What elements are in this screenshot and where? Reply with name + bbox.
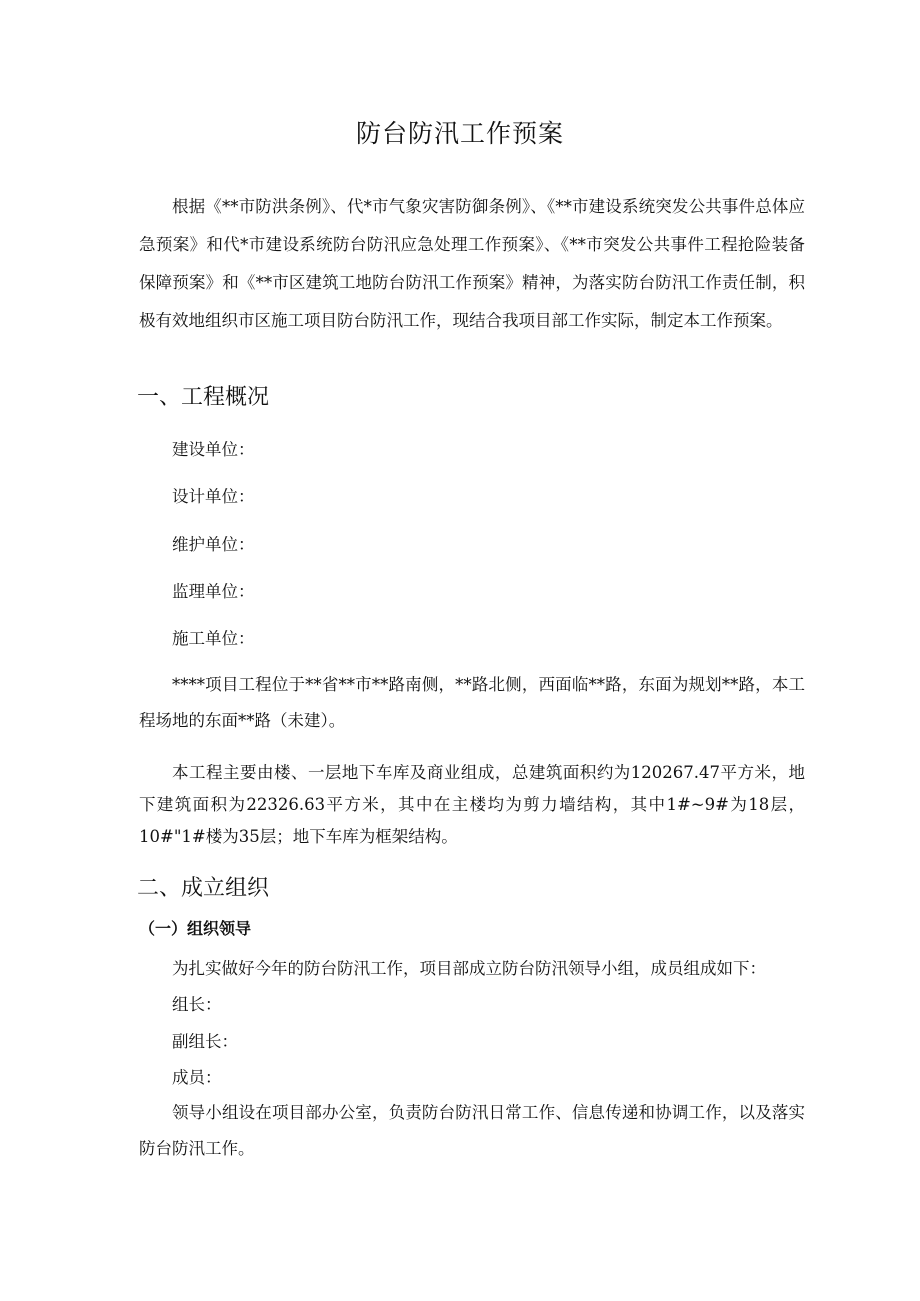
leadership-intro-line: 为扎实做好今年的防台防汛工作，项目部成立防台防汛领导小组，成员组成如下：	[172, 959, 766, 978]
section-1-heading: 一、工程概况	[137, 385, 270, 410]
intro-paragraph: 根据《**市防洪条例》、代*市气象灾害防御条例》、《**市建设系统突发公共事件总体应急预案》和代*市建设系统防台防汛应急处理工作预案》、《**市突发公共事件工程抢险装备保障预案》和《**市区建筑工地防台防汛工作预案》精神，为落实防台防汛工作责任制，积极有效地组织市区施工项目防台防汛工作，现结合我项目部工作实际，制定本工作预案。	[139, 197, 805, 330]
role-leader-label: 组长：	[172, 995, 222, 1014]
contractor-unit-label: 施工单位：	[172, 629, 255, 648]
section-2-heading: 二、成立组织	[137, 876, 270, 901]
maintenance-unit-label: 维护单位：	[172, 535, 255, 554]
design-unit-label: 设计单位：	[172, 487, 255, 506]
leadership-duty-paragraph: 领导小组设在项目部办公室，负责防台防汛日常工作、信息传递和协调工作，以及落实防台防汛工作。	[139, 1103, 805, 1158]
supervision-unit-label: 监理单位：	[172, 582, 255, 601]
role-deputy-leader-label: 副组长：	[172, 1032, 238, 1051]
role-members-label: 成员：	[172, 1068, 222, 1087]
document-title: 防台防汛工作预案	[355, 119, 564, 148]
project-composition-paragraph: 本工程主要由楼、一层地下车库及商业组成，总建筑面积约为120267.47平方米，地下建筑面积为22326.63平方米，其中在主楼均为剪力墙结构，其中1#~9#为18层，10#"1#楼为35层；地下车库为框架结构。	[139, 763, 805, 846]
subsection-leadership-heading: （一）组织领导	[139, 919, 252, 938]
project-location-paragraph: ****项目工程位于**省**市**路南侧，**路北侧，西面临**路，东面为规划**路，本工程场地的东面**路（未建）。	[139, 675, 805, 730]
construction-unit-label: 建设单位：	[172, 440, 255, 459]
